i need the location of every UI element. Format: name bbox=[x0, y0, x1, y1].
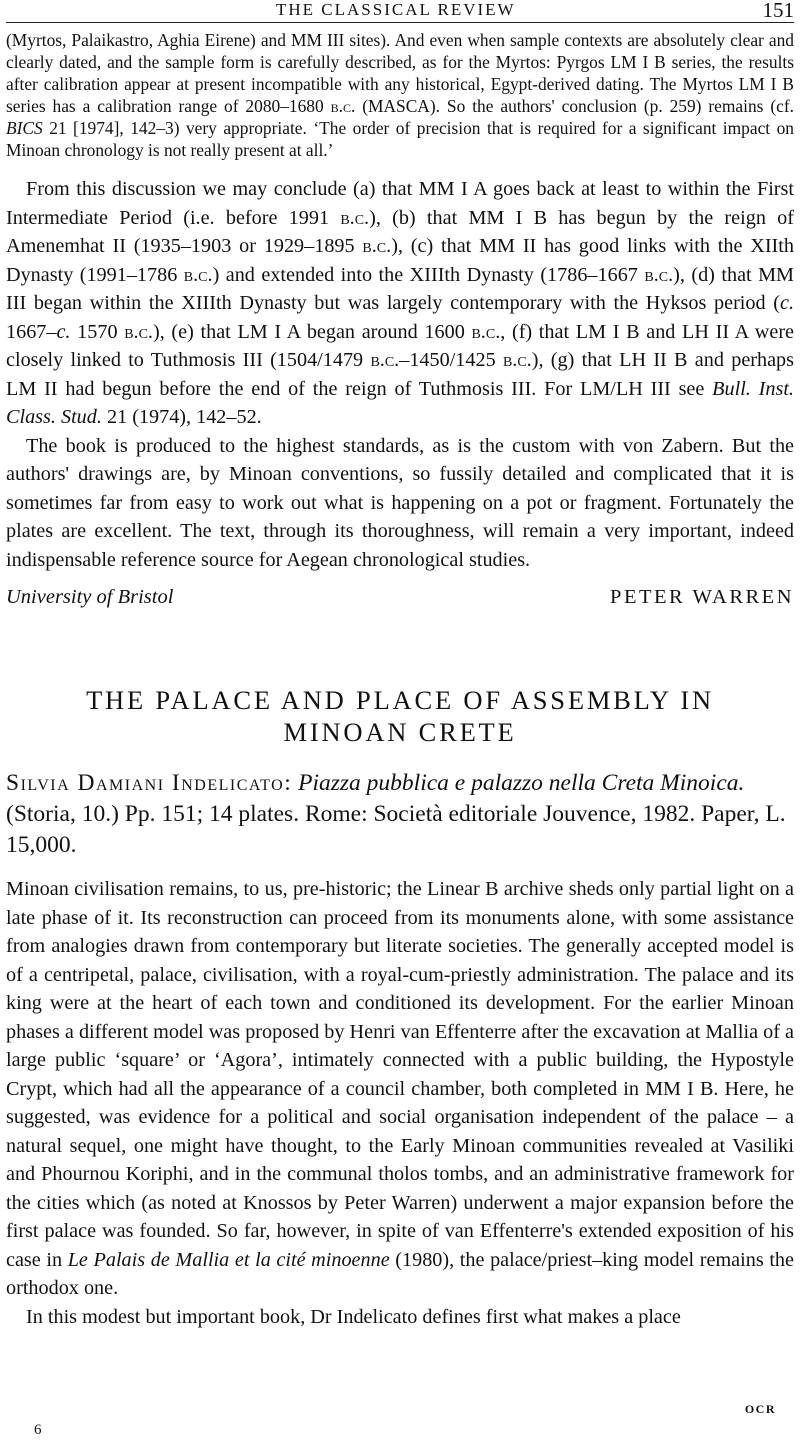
affiliation: University of Bristol bbox=[6, 586, 174, 608]
book-details: (Storia, 10.) Pp. 151; 14 plates. Rome: Società editoriale Jouvence, 1982. Paper, L. 15,000. bbox=[6, 801, 786, 858]
article-title bbox=[6, 684, 794, 748]
top-paragraph: (Myrtos, Palaikastro, Aghia Eirene) and MM III sites). And even when sample contexts are absolutely clear and clearly dated, and the sample form is carefully described, as for the Myrtos: Pyrgos LM I B series, the results after calibration appear at present incompatible with any historical, Egypt-derived dating. The Myrtos LM I B series has a calibration range of 2080–1680 b.c. (MASCA). So the authors' conclusion (p. 259) remains (cf. BICS 21 [1974], 142–3) very appropriate. ‘The order of precision that is required for a significant impact on Minoan chronology is not really present at all.’ bbox=[6, 30, 795, 160]
signature-number: 6 bbox=[34, 1422, 42, 1438]
book-title: Piazza pubblica e palazzo nella Creta Minoica. bbox=[298, 770, 745, 796]
conclusion-paragraph: From this discussion we may conclude (a) that MM I A goes back at least to within the First Intermediate Period (i.e. before 1991 b.c.), (b) that MM I B has begun by the reign of Amenemhat II (1935–1903 or 1929–1895 b.c.), (c) that MM II has good links with the XIIth Dynasty (1991–1786 b.c.) and extended into the XIIIth Dynasty (1786–1667 b.c.), (d) that MM III began within the XIIIth Dynasty but was largely contemporary with the Hyksos period (c. 1667–c. 1570 b.c.), (e) that LM I A began around 1600 b.c., (f) that LM I B and LH II A were closely linked to Tuthmosis III (1504/1479 b.c.–1450/1425 b.c.), (g) that LH II B and perhaps LM II had begun before the end of the reign of Tuthmosis III. For LM/LH III see Bull. Inst. Class. Stud. 21 (1974), 142–52. bbox=[6, 178, 795, 428]
journal-page bbox=[6, 0, 795, 1438]
review-paragraph: Minoan civilisation remains, to us, pre-historic; the Linear B archive sheds only partial light on a late phase of it. Its reconstruction can proceed from its monuments alone, with some assistance from analogies drawn from contemporary but literate societies. The generally accepted model is of a centripetal, palace, civilisation, with a royal-cum-priestly administration. The palace and its king were at the heart of each town and conditioned its development. For the earlier Minoan phases a different model was proposed by Henri van Effenterre after the excavation at Mallia of a large public ‘square’ or ‘Agora’, intimately connected with a public building, the Hypostyle Crypt, which had all the appearance of a council chamber, both completed in MM I B. Here, he suggested, was evidence for a political and social organisation independent of the palace – a natural sequel, one might have thought, to the Early Minoan communities revealed at Vasiliki and Phournou Koriphi, and in the communal tholos tombs, and an administrative framework for the cities which (as noted at Knossos by Peter Warren) underwent a major expansion before the first palace was founded. So far, however, in spite of van Effenterre's extended exposition of his case in Le Palais de Mallia et la cité minoenne (1980), the palace/priest–king model remains the orthodox one. bbox=[6, 878, 794, 1299]
last-line: In this modest but important book, Dr Indelicato defines first what makes a place bbox=[26, 1305, 681, 1328]
page-number: 151 bbox=[762, 0, 794, 22]
book-author: Silvia Damiani Indelicato: bbox=[6, 770, 293, 796]
review-signature bbox=[6, 586, 794, 624]
reviewer-name: PETER WARREN bbox=[610, 586, 794, 608]
book-citation bbox=[6, 768, 794, 861]
running-title: THE CLASSICAL REVIEW bbox=[276, 0, 516, 19]
book-paragraph: The book is produced to the highest standards, as is the custom with von Zabern. But the authors' drawings are, by Minoan conventions, so fussily detailed and complicated that it is sometimes far from easy to work out what is happening on a pot or fragment. Fortunately the plates are excellent. The text, through its thoroughness, will remain a very important, indeed indispensable reference source for Aegean chronological studies. bbox=[6, 434, 794, 571]
ocr-mark: OCR bbox=[744, 1402, 776, 1416]
article-title-line-1: THE PALACE AND PLACE OF ASSEMBLY IN bbox=[86, 685, 714, 715]
article-title-line-2: MINOAN CRETE bbox=[283, 717, 517, 747]
running-header bbox=[6, 0, 794, 23]
page-footer bbox=[6, 1402, 794, 1442]
